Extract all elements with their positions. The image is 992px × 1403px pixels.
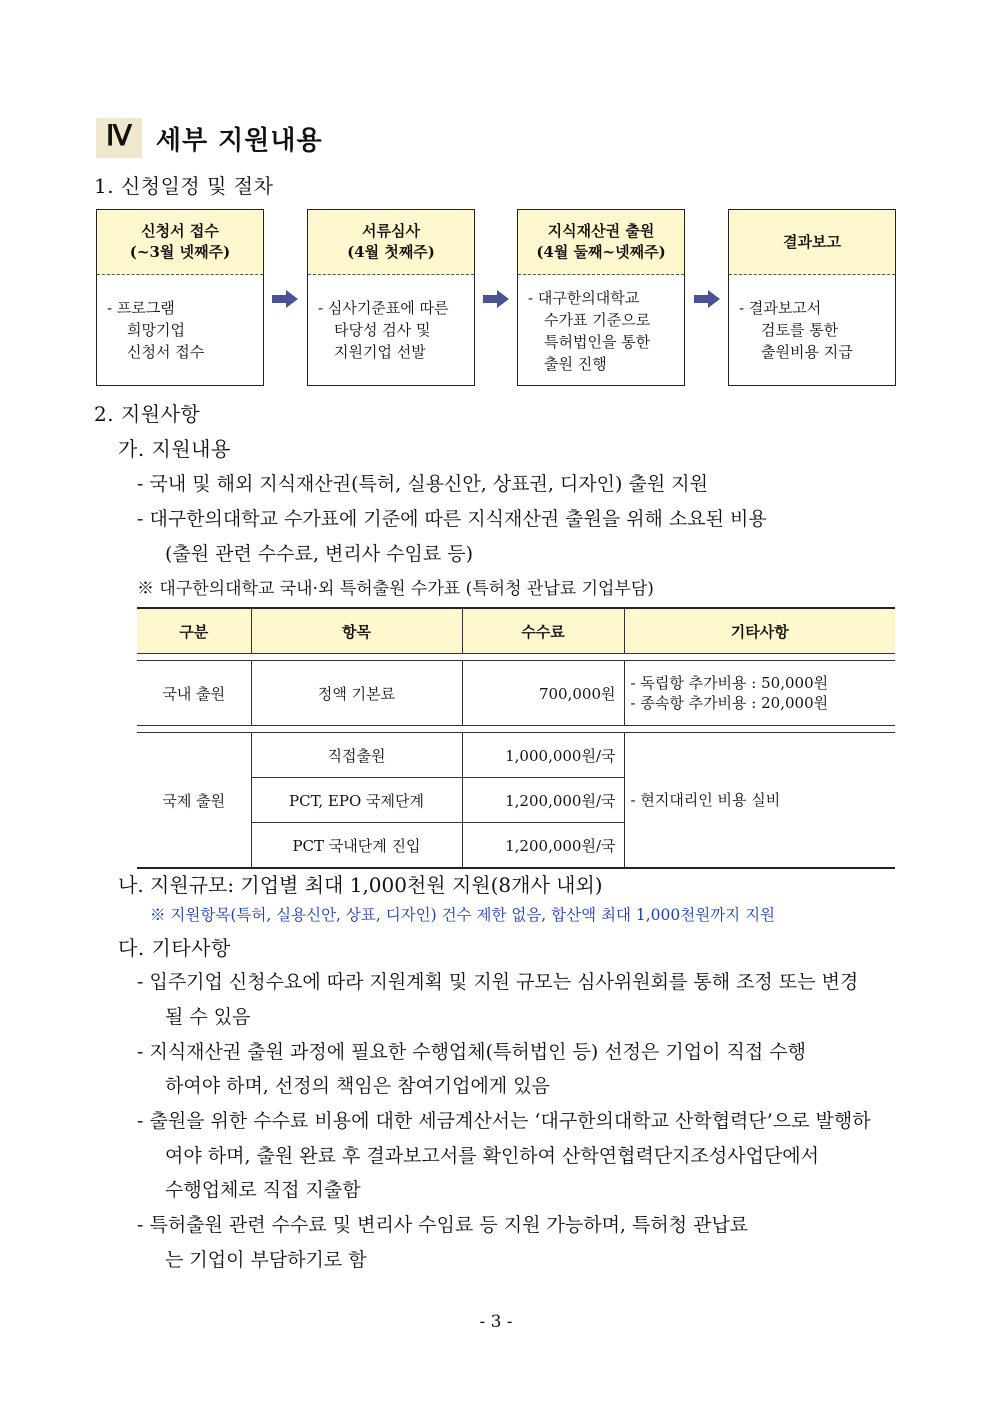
- step-line: 타당성 검사 및: [334, 321, 431, 339]
- international-fee: 1,200,000원/국: [462, 778, 624, 823]
- step-period: (4월 첫째주): [347, 243, 435, 261]
- step-title: 결과보고: [783, 232, 841, 251]
- page-number: - 3 -: [479, 1312, 513, 1332]
- international-item: PCT 국내단계 진입: [251, 823, 462, 869]
- da-line: - 출원을 위한 수수료 비용에 대한 세금계산서는 ‘대구한의대학교 산학협력단’으로 발행하: [137, 1110, 871, 1132]
- international-item: PCT, EPO 국제단계: [251, 778, 462, 823]
- domestic-note-line: - 독립항 추가비용 : 50,000원: [630, 674, 829, 692]
- step-head: [518, 210, 684, 275]
- da-line: - 입주기업 신청수요에 따라 지원계획 및 지원 규모는 심사위원회를 통해 조정 또는 변경: [137, 971, 859, 993]
- step-line: 출원비용 지급: [761, 343, 853, 361]
- step-line: 희망기업: [127, 321, 185, 339]
- domestic-item: 정액 기본료: [251, 661, 462, 726]
- international-category: 국제 출원: [137, 733, 251, 869]
- step-line: 검토를 통한: [761, 321, 839, 339]
- step-body: [729, 275, 895, 363]
- step-body: [308, 275, 474, 363]
- step-body: [518, 275, 684, 375]
- header-notes: 기타사항: [624, 608, 895, 654]
- step-period: (4월 둘째~넷째주): [536, 243, 666, 261]
- domestic-note-line: - 종속항 추가비용 : 20,000원: [630, 694, 829, 712]
- da-line: 수행업체로 직접 지출함: [165, 1179, 361, 1201]
- international-fee: 1,200,000원/국: [462, 823, 624, 869]
- domestic-notes: [624, 661, 895, 726]
- step-body: [97, 275, 263, 363]
- step-line: 특허법인을 통한: [544, 333, 651, 351]
- section-title: [96, 118, 323, 158]
- ga-bullet-2-cont: (출원 관련 수수료, 변리사 수임료 등): [165, 543, 474, 565]
- na-note: ※ 지원항목(특허, 실용신안, 상표, 디자인) 건수 제한 없음, 합산액 최대 1,000천원까지 지원: [150, 906, 776, 924]
- header-fee: 수수료: [462, 608, 624, 654]
- step-line: - 결과보고서: [739, 299, 822, 317]
- step-box-3: [517, 209, 685, 386]
- international-item: 직접출원: [251, 733, 462, 778]
- step-box-4: [728, 209, 896, 386]
- step-head: [308, 210, 474, 275]
- step-line: - 프로그램: [107, 299, 175, 317]
- header-item: 항목: [251, 608, 462, 654]
- ga-heading: 가. 지원내용: [118, 437, 231, 461]
- da-line: - 지식재산권 출원 과정에 필요한 수행업체(특허법인 등) 선정은 기업이 직접 수행: [137, 1041, 806, 1063]
- fee-table: [137, 607, 895, 869]
- step-box-1: [96, 209, 264, 386]
- step-title: 지식재산권 출원: [547, 222, 655, 240]
- ga-bullet-1: - 국내 및 해외 지식재산권(특허, 실용신안, 상표권, 디자인) 출원 지원: [137, 473, 708, 495]
- item2-heading: 2. 지원사항: [94, 402, 201, 426]
- step-line: 지원기업 선발: [334, 343, 426, 361]
- step-line: - 심사기준표에 따른: [318, 299, 449, 317]
- section-numeral: Ⅳ: [96, 118, 142, 158]
- section-heading: 세부 지원내용: [155, 125, 323, 156]
- step-period: (~3월 넷째주): [129, 243, 231, 261]
- da-line: 하여야 하며, 선정의 책임은 참여기업에게 있음: [165, 1075, 550, 1097]
- table-row: [137, 733, 895, 778]
- header-category: 구분: [137, 608, 251, 654]
- arrow-right-icon: [694, 290, 720, 308]
- international-note: - 현지대리인 비용 실비: [624, 733, 895, 869]
- da-line: 여야 하며, 출원 완료 후 결과보고서를 확인하여 산학연협력단지조성사업단에서: [165, 1145, 819, 1167]
- international-fee: 1,000,000원/국: [462, 733, 624, 778]
- domestic-fee: 700,000원: [462, 661, 624, 726]
- ga-bullet-2: - 대구한의대학교 수가표에 기준에 따른 지식재산권 출원을 위해 소요된 비용: [137, 508, 767, 530]
- step-line: - 대구한의대학교: [528, 289, 640, 307]
- step-head: [729, 210, 895, 275]
- da-line: 될 수 있음: [165, 1006, 251, 1028]
- da-heading: 다. 기타사항: [118, 936, 231, 960]
- step-title: 서류심사: [362, 222, 420, 240]
- step-box-2: [307, 209, 475, 386]
- table-row: [137, 661, 895, 726]
- arrow-right-icon: [272, 290, 298, 308]
- step-line: 수가표 기준으로: [544, 311, 651, 329]
- na-heading: 나. 지원규모: 기업별 최대 1,000천원 지원(8개사 내외): [118, 873, 603, 897]
- arrow-right-icon: [483, 290, 509, 308]
- da-line: - 특허출원 관련 수수료 및 변리사 수임료 등 지원 가능하며, 특허청 관납료: [137, 1214, 749, 1236]
- step-head: [97, 210, 263, 275]
- da-line: 는 기업이 부담하기로 함: [165, 1249, 367, 1271]
- step-line: 출원 진행: [544, 355, 607, 373]
- item1-heading: 1. 신청일정 및 절차: [94, 174, 274, 198]
- table-header-row: [137, 608, 895, 654]
- step-line: 신청서 접수: [127, 343, 205, 361]
- domestic-category: 국내 출원: [137, 661, 251, 726]
- step-title: 신청서 접수: [141, 222, 219, 240]
- fee-table-note: ※ 대구한의대학교 국내·외 특허출원 수가표 (특허청 관납료 기업부담): [137, 579, 654, 599]
